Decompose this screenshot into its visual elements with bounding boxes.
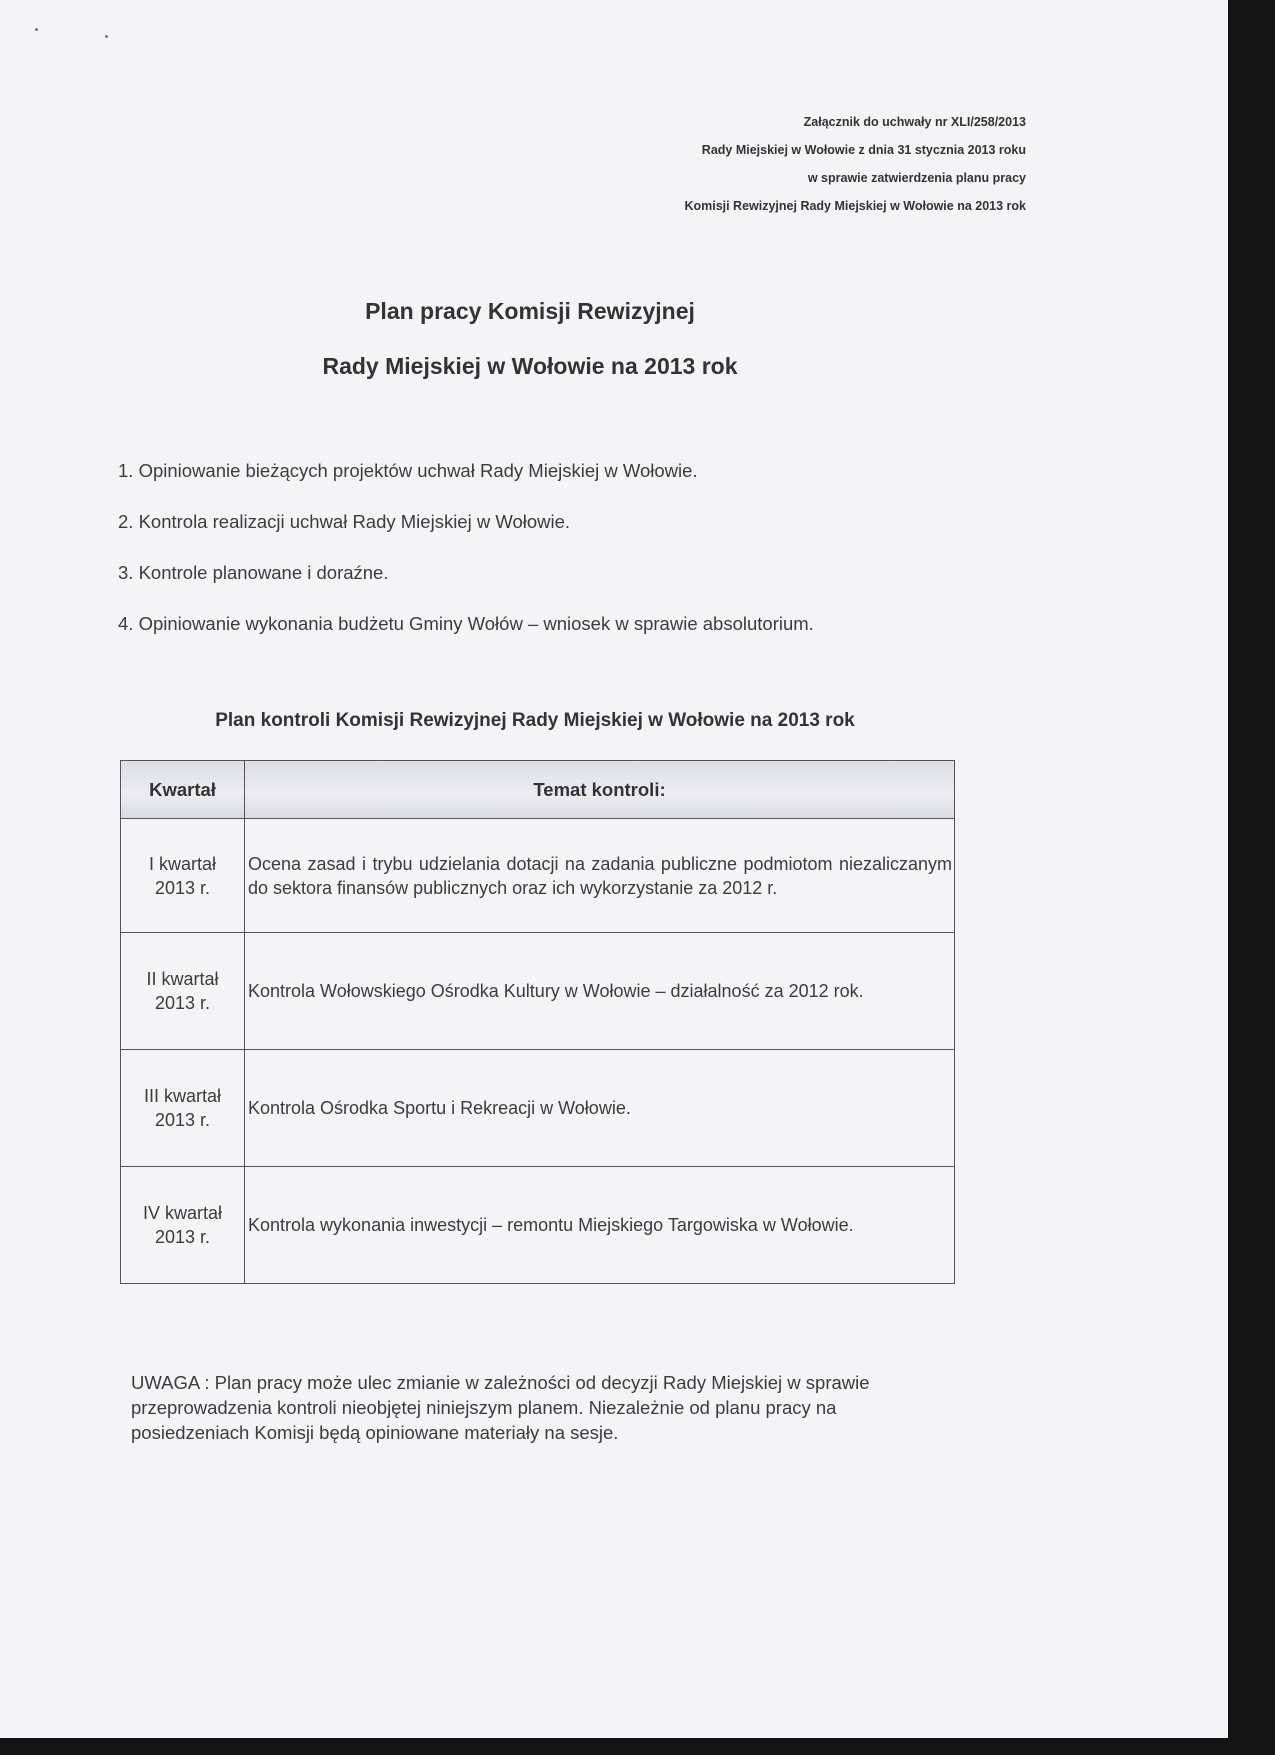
topic-text: Kontrola Ośrodka Sportu i Rekreacji w Wołowie.	[248, 1098, 631, 1118]
quarter-year: 2013 r.	[154, 877, 211, 898]
table-row	[120, 1050, 955, 1167]
topic-text: Kontrola Wołowskiego Ośrodka Kultury w Wołowie – działalność za 2012 rok.	[248, 981, 864, 1001]
list-item: 4. Opiniowanie wykonania budżetu Gminy Wołów – wniosek w sprawie absolutorium.	[118, 613, 814, 634]
topic-cell	[245, 1167, 954, 1283]
scan-border-right	[1228, 0, 1275, 1755]
topic-cell	[245, 1050, 954, 1166]
quarter-cell	[121, 819, 245, 932]
list-item: 2. Kontrola realizacji uchwał Rady Miejskiej w Wołowie.	[118, 511, 571, 532]
column-header-topic: Temat kontroli:	[533, 778, 666, 800]
list-item: 1. Opiniowanie bieżących projektów uchwał Rady Miejskiej w Wołowie.	[118, 460, 698, 481]
topic-cell	[245, 819, 954, 932]
quarter-label: I kwartał	[148, 853, 217, 874]
header-line: Rady Miejskiej w Wołowie z dnia 31 stycznia 2013 roku	[701, 143, 1026, 157]
quarter-label: IV kwartał	[142, 1203, 223, 1223]
quarter-label: II kwartał	[146, 969, 219, 989]
topic-text: Ocena zasad i trybu udzielania dotacji na zadania publiczne podmiotom niezaliczanym do sektora finansów publicznych oraz ich wykorzystanie za 2012 r.	[248, 853, 952, 898]
note-paragraph: UWAGA : Plan pracy może ulec zmianie w zależności od decyzji Rady Miejskiej w sprawie przeprowadzenia kontroli nieobjętej niniejszym planem. Niezależnie od planu pracy na posiedzeniach Komisji będą opiniowane materiały na sesje.	[131, 1372, 870, 1443]
document-title-line2: Rady Miejskiej w Wołowie na 2013 rok	[322, 353, 738, 379]
control-plan-title: Plan kontroli Komisji Rewizyjnej Rady Miejskiej w Wołowie na 2013 rok	[215, 710, 855, 731]
quarter-cell	[121, 1050, 245, 1166]
header-line: Załącznik do uchwały nr XLI/258/2013	[803, 115, 1026, 129]
topic-text: Kontrola wykonania inwestycji – remontu Miejskiego Targowiska w Wołowie.	[248, 1215, 854, 1235]
document-title-line1: Plan pracy Komisji Rewizyjnej	[365, 298, 695, 324]
task-list	[118, 460, 814, 664]
scan-border-bottom	[0, 1738, 1275, 1755]
scan-speck	[35, 28, 38, 31]
header-line: Komisji Rewizyjnej Rady Miejskiej w Wołowie na 2013 rok	[684, 199, 1026, 213]
quarter-label: III kwartał	[143, 1086, 222, 1106]
attachment-header	[684, 108, 1026, 220]
quarter-cell	[121, 1167, 245, 1283]
quarter-year: 2013 r.	[154, 993, 211, 1013]
table-row	[120, 819, 955, 933]
quarter-year: 2013 r.	[154, 1110, 211, 1130]
column-header-quarter: Kwartał	[121, 761, 245, 818]
control-plan-table	[120, 760, 955, 1284]
table-header-row	[120, 760, 955, 819]
list-item: 3. Kontrole planowane i doraźne.	[118, 562, 389, 583]
header-line: w sprawie zatwierdzenia planu pracy	[807, 171, 1026, 185]
quarter-year: 2013 r.	[154, 1227, 211, 1247]
quarter-cell	[121, 933, 245, 1049]
table-row	[120, 1167, 955, 1284]
scan-speck	[105, 35, 108, 38]
table-row	[120, 933, 955, 1050]
topic-cell	[245, 933, 954, 1049]
